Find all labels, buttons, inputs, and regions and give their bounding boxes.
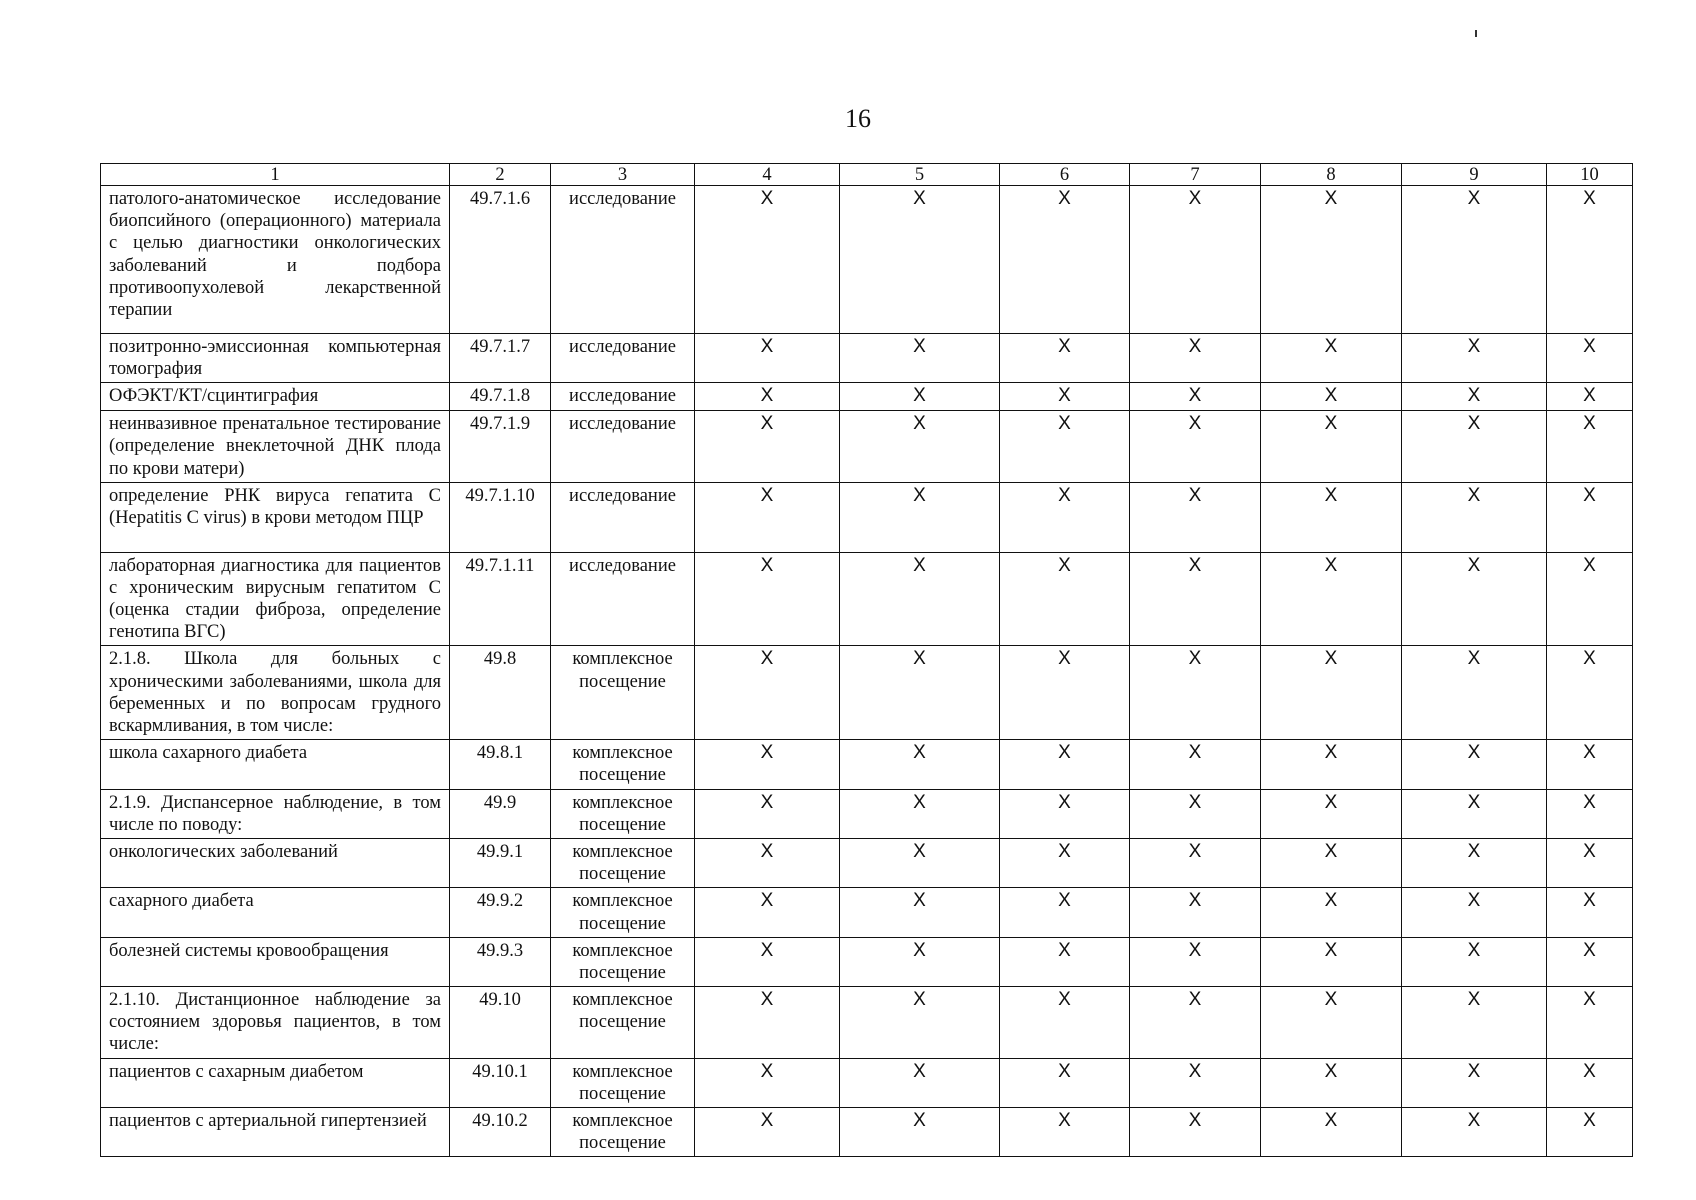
x-mark-cell: X (1402, 334, 1547, 383)
x-mark-cell: X (1547, 186, 1633, 334)
service-unit-cell: комплексное посещение (551, 1058, 695, 1107)
x-mark-cell: X (1261, 334, 1402, 383)
x-mark-cell: X (1402, 186, 1547, 334)
x-mark-cell: X (1000, 987, 1130, 1059)
service-unit-cell: комплексное посещение (551, 789, 695, 838)
x-mark-cell: X (1000, 646, 1130, 740)
x-mark-cell: X (1000, 383, 1130, 411)
x-mark-cell: X (840, 482, 1000, 552)
x-mark-cell: X (840, 186, 1000, 334)
x-mark-cell: X (840, 888, 1000, 937)
x-mark-cell: X (695, 1058, 840, 1107)
x-mark-cell: X (1130, 838, 1261, 887)
x-mark-cell: X (1000, 186, 1130, 334)
column-number: 6 (1000, 164, 1130, 186)
service-name-cell: пациентов с сахарным диабетом (101, 1058, 450, 1107)
service-unit-cell: исследование (551, 411, 695, 483)
x-mark-cell: X (1000, 888, 1130, 937)
x-mark-cell: X (1130, 888, 1261, 937)
service-code-cell: 49.7.1.9 (450, 411, 551, 483)
x-mark-cell: X (1261, 186, 1402, 334)
service-unit-cell: комплексное посещение (551, 937, 695, 986)
column-number: 7 (1130, 164, 1261, 186)
x-mark-cell: X (1402, 838, 1547, 887)
x-mark-cell: X (1261, 740, 1402, 789)
table-row (101, 411, 1633, 483)
x-mark-cell: X (1130, 789, 1261, 838)
x-mark-cell: X (1547, 552, 1633, 646)
x-mark-cell: X (695, 789, 840, 838)
x-mark-cell: X (1000, 552, 1130, 646)
x-mark-cell: X (1547, 1058, 1633, 1107)
x-mark-cell: X (1261, 646, 1402, 740)
service-code-cell: 49.9.1 (450, 838, 551, 887)
table-body (101, 186, 1633, 1157)
table-row (101, 937, 1633, 986)
page-number: 16 (845, 104, 871, 133)
x-mark-cell: X (1547, 740, 1633, 789)
x-mark-cell: X (1547, 334, 1633, 383)
x-mark-cell: X (1547, 1108, 1633, 1157)
x-mark-cell: X (1000, 789, 1130, 838)
service-code-cell: 49.7.1.6 (450, 186, 551, 334)
service-unit-cell: исследование (551, 552, 695, 646)
x-mark-cell: X (840, 383, 1000, 411)
x-mark-cell: X (1000, 740, 1130, 789)
table-row (101, 1058, 1633, 1107)
service-name-cell: пациентов с артериальной гипертензией (101, 1108, 450, 1157)
service-unit-cell: исследование (551, 482, 695, 552)
x-mark-cell: X (1402, 1108, 1547, 1157)
x-mark-cell: X (1261, 383, 1402, 411)
x-mark-cell: X (1261, 987, 1402, 1059)
table-row (101, 987, 1633, 1059)
x-mark-cell: X (1000, 937, 1130, 986)
service-unit-cell: комплексное посещение (551, 987, 695, 1059)
x-mark-cell: X (695, 552, 840, 646)
service-unit-cell: исследование (551, 334, 695, 383)
x-mark-cell: X (1547, 411, 1633, 483)
x-mark-cell: X (695, 411, 840, 483)
x-mark-cell: X (1261, 937, 1402, 986)
x-mark-cell: X (1402, 383, 1547, 411)
column-number: 4 (695, 164, 840, 186)
table-row (101, 646, 1633, 740)
service-code-cell: 49.10 (450, 987, 551, 1059)
service-code-cell: 49.7.1.11 (450, 552, 551, 646)
x-mark-cell: X (840, 1108, 1000, 1157)
x-mark-cell: X (840, 789, 1000, 838)
x-mark-cell: X (1547, 987, 1633, 1059)
x-mark-cell: X (1000, 1058, 1130, 1107)
x-mark-cell: X (1130, 552, 1261, 646)
column-number: 8 (1261, 164, 1402, 186)
service-code-cell: 49.10.2 (450, 1108, 551, 1157)
column-number: 5 (840, 164, 1000, 186)
x-mark-cell: X (1130, 334, 1261, 383)
service-name-cell: сахарного диабета (101, 888, 450, 937)
table-row (101, 888, 1633, 937)
x-mark-cell: X (1130, 987, 1261, 1059)
service-code-cell: 49.10.1 (450, 1058, 551, 1107)
service-code-cell: 49.8.1 (450, 740, 551, 789)
x-mark-cell: X (1130, 186, 1261, 334)
service-unit-cell: комплексное посещение (551, 838, 695, 887)
x-mark-cell: X (1130, 383, 1261, 411)
service-unit-cell: комплексное посещение (551, 646, 695, 740)
x-mark-cell: X (1130, 1058, 1261, 1107)
x-mark-cell: X (840, 1058, 1000, 1107)
x-mark-cell: X (1261, 1058, 1402, 1107)
x-mark-cell: X (1547, 646, 1633, 740)
table-row (101, 383, 1633, 411)
x-mark-cell: X (1402, 888, 1547, 937)
x-mark-cell: X (1261, 411, 1402, 483)
column-number: 3 (551, 164, 695, 186)
service-code-cell: 49.7.1.8 (450, 383, 551, 411)
x-mark-cell: X (1547, 888, 1633, 937)
service-code-cell: 49.8 (450, 646, 551, 740)
x-mark-cell: X (840, 937, 1000, 986)
service-code-cell: 49.9 (450, 789, 551, 838)
scan-mark (1475, 30, 1477, 37)
service-unit-cell: исследование (551, 186, 695, 334)
service-unit-cell: комплексное посещение (551, 1108, 695, 1157)
table-row (101, 552, 1633, 646)
table-row (101, 838, 1633, 887)
x-mark-cell: X (1402, 646, 1547, 740)
service-name-cell: патолого-анатомическое исследование биопсийного (операционного) материала с целью диагностики онкологических заболеваний и подбора противоопухолевой лекарственной терапии (101, 186, 450, 334)
table-row (101, 789, 1633, 838)
service-name-cell: школа сахарного диабета (101, 740, 450, 789)
x-mark-cell: X (840, 646, 1000, 740)
column-number: 9 (1402, 164, 1547, 186)
x-mark-cell: X (1261, 552, 1402, 646)
x-mark-cell: X (695, 937, 840, 986)
x-mark-cell: X (695, 383, 840, 411)
x-mark-cell: X (1000, 482, 1130, 552)
x-mark-cell: X (840, 411, 1000, 483)
x-mark-cell: X (1402, 987, 1547, 1059)
services-table (100, 163, 1633, 1157)
x-mark-cell: X (840, 838, 1000, 887)
x-mark-cell: X (1000, 334, 1130, 383)
x-mark-cell: X (695, 334, 840, 383)
x-mark-cell: X (1130, 740, 1261, 789)
x-mark-cell: X (1402, 552, 1547, 646)
service-name-cell: определение РНК вируса гепатита С (Hepatitis C virus) в крови методом ПЦР (101, 482, 450, 552)
column-number-row (101, 164, 1633, 186)
table-row (101, 334, 1633, 383)
x-mark-cell: X (1130, 1108, 1261, 1157)
x-mark-cell: X (1000, 411, 1130, 483)
x-mark-cell: X (840, 334, 1000, 383)
table-row (101, 1108, 1633, 1157)
x-mark-cell: X (1261, 789, 1402, 838)
table-row (101, 482, 1633, 552)
x-mark-cell: X (695, 186, 840, 334)
table-row (101, 740, 1633, 789)
x-mark-cell: X (1402, 482, 1547, 552)
x-mark-cell: X (840, 740, 1000, 789)
x-mark-cell: X (1261, 838, 1402, 887)
x-mark-cell: X (1402, 937, 1547, 986)
x-mark-cell: X (1261, 888, 1402, 937)
service-code-cell: 49.9.3 (450, 937, 551, 986)
x-mark-cell: X (695, 646, 840, 740)
x-mark-cell: X (695, 838, 840, 887)
x-mark-cell: X (1402, 740, 1547, 789)
table-row (101, 186, 1633, 334)
x-mark-cell: X (1547, 937, 1633, 986)
x-mark-cell: X (1547, 482, 1633, 552)
x-mark-cell: X (1261, 1108, 1402, 1157)
service-name-cell: 2.1.8. Школа для больных с хроническими заболеваниями, школа для беременных и по вопросам грудного вскармливания, в том числе: (101, 646, 450, 740)
x-mark-cell: X (695, 987, 840, 1059)
column-number: 10 (1547, 164, 1633, 186)
service-unit-cell: комплексное посещение (551, 888, 695, 937)
x-mark-cell: X (695, 888, 840, 937)
x-mark-cell: X (695, 740, 840, 789)
x-mark-cell: X (1000, 838, 1130, 887)
service-name-cell: 2.1.9. Диспансерное наблюдение, в том числе по поводу: (101, 789, 450, 838)
service-code-cell: 49.7.1.7 (450, 334, 551, 383)
x-mark-cell: X (840, 552, 1000, 646)
service-name-cell: позитронно-эмиссионная компьютерная томография (101, 334, 450, 383)
service-name-cell: ОФЭКТ/КТ/сцинтиграфия (101, 383, 450, 411)
service-code-cell: 49.9.2 (450, 888, 551, 937)
x-mark-cell: X (1130, 482, 1261, 552)
x-mark-cell: X (1130, 937, 1261, 986)
x-mark-cell: X (840, 987, 1000, 1059)
service-name-cell: лабораторная диагностика для пациентов с хроническим вирусным гепатитом С (оценка стадии фиброза, определение генотипа ВГС) (101, 552, 450, 646)
column-number: 1 (101, 164, 450, 186)
x-mark-cell: X (695, 1108, 840, 1157)
service-name-cell: 2.1.10. Дистанционное наблюдение за состоянием здоровья пациентов, в том числе: (101, 987, 450, 1059)
x-mark-cell: X (1402, 1058, 1547, 1107)
service-code-cell: 49.7.1.10 (450, 482, 551, 552)
service-name-cell: онкологических заболеваний (101, 838, 450, 887)
service-name-cell: болезней системы кровообращения (101, 937, 450, 986)
x-mark-cell: X (1547, 383, 1633, 411)
x-mark-cell: X (1261, 482, 1402, 552)
x-mark-cell: X (1402, 789, 1547, 838)
service-unit-cell: комплексное посещение (551, 740, 695, 789)
x-mark-cell: X (1130, 646, 1261, 740)
x-mark-cell: X (1402, 411, 1547, 483)
x-mark-cell: X (1547, 789, 1633, 838)
column-number: 2 (450, 164, 551, 186)
x-mark-cell: X (1547, 838, 1633, 887)
x-mark-cell: X (1000, 1108, 1130, 1157)
x-mark-cell: X (1130, 411, 1261, 483)
x-mark-cell: X (695, 482, 840, 552)
service-unit-cell: исследование (551, 383, 695, 411)
service-name-cell: неинвазивное пренатальное тестирование (определение внеклеточной ДНК плода по крови матери) (101, 411, 450, 483)
